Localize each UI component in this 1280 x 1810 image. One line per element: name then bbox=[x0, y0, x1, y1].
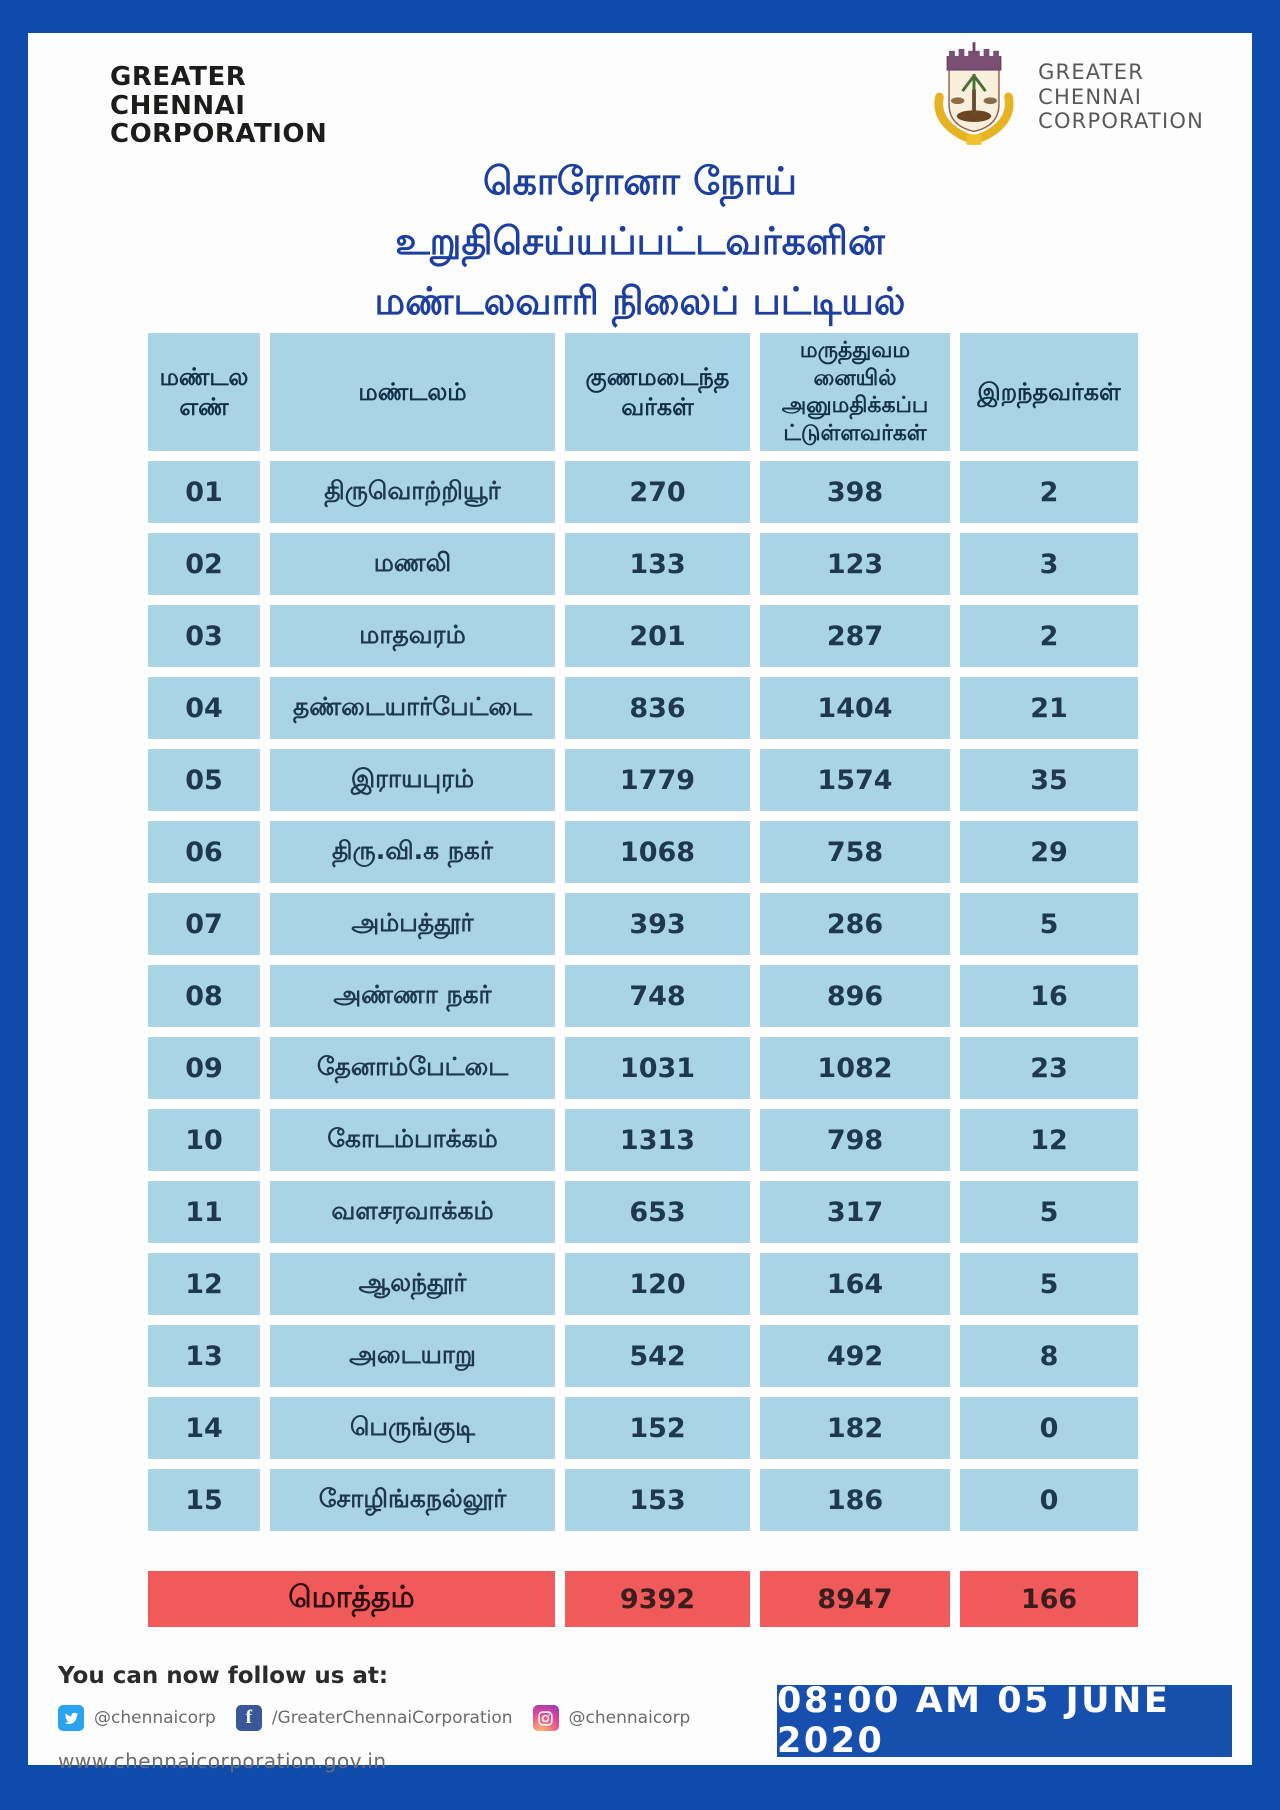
poster-card bbox=[28, 33, 1252, 1773]
recovered-cell: 1779 bbox=[565, 749, 750, 811]
instagram-handle: @chennaicorp bbox=[568, 1708, 691, 1728]
recovered-cell: 120 bbox=[565, 1253, 750, 1315]
admitted-cell: 286 bbox=[760, 893, 950, 955]
admitted-cell: 186 bbox=[760, 1469, 950, 1531]
zone-number-cell: 04 bbox=[148, 677, 260, 739]
total-label: மொத்தம் bbox=[148, 1571, 555, 1627]
wordmark-line: CHENNAI bbox=[1038, 84, 1143, 109]
admitted-cell: 1404 bbox=[760, 677, 950, 739]
deaths-cell: 12 bbox=[960, 1109, 1138, 1171]
gcc-brand-right bbox=[926, 41, 1204, 153]
header-admitted: மருத்துவம னையில் அனுமதிக்கப்ப ட்டுள்ளவர்கள் bbox=[760, 333, 950, 451]
zone-table bbox=[148, 333, 1138, 1531]
page-title bbox=[28, 151, 1252, 331]
recovered-cell: 270 bbox=[565, 461, 750, 523]
recovered-cell: 152 bbox=[565, 1397, 750, 1459]
gcc-wordmark-right bbox=[1038, 60, 1204, 134]
zone-name-cell: தேனாம்பேட்டை bbox=[270, 1037, 555, 1099]
zone-name-cell: தண்டையார்பேட்டை bbox=[270, 677, 555, 739]
facebook-handle: /GreaterChennaiCorporation bbox=[271, 1708, 513, 1728]
recovered-cell: 1031 bbox=[565, 1037, 750, 1099]
zone-name-cell: அம்பத்தூர் bbox=[270, 893, 555, 955]
facebook-icon: f bbox=[236, 1705, 262, 1731]
zone-number-cell: 06 bbox=[148, 821, 260, 883]
wordmark-line: CORPORATION bbox=[110, 119, 328, 150]
recovered-cell: 653 bbox=[565, 1181, 750, 1243]
zone-number-cell: 11 bbox=[148, 1181, 260, 1243]
zone-name-cell: கோடம்பாக்கம் bbox=[270, 1109, 555, 1171]
zone-number-cell: 10 bbox=[148, 1109, 260, 1171]
total-admitted: 8947 bbox=[760, 1571, 950, 1627]
recovered-cell: 748 bbox=[565, 965, 750, 1027]
deaths-cell: 2 bbox=[960, 461, 1138, 523]
wordmark-line: CORPORATION bbox=[1038, 109, 1204, 134]
zone-number-cell: 08 bbox=[148, 965, 260, 1027]
admitted-cell: 164 bbox=[760, 1253, 950, 1315]
header-recovered: குணமடைந்த வர்கள் bbox=[565, 333, 750, 451]
zone-number-cell: 15 bbox=[148, 1469, 260, 1531]
zone-name-cell: திரு.வி.க நகர் bbox=[270, 821, 555, 883]
admitted-cell: 758 bbox=[760, 821, 950, 883]
recovered-cell: 836 bbox=[565, 677, 750, 739]
recovered-cell: 201 bbox=[565, 605, 750, 667]
zone-name-cell: இராயபுரம் bbox=[270, 749, 555, 811]
report-timestamp-box bbox=[777, 1681, 1232, 1761]
deaths-cell: 23 bbox=[960, 1037, 1138, 1099]
title-line-1: கொரோனா நோய் bbox=[483, 159, 797, 203]
admitted-cell: 317 bbox=[760, 1181, 950, 1243]
zone-name-cell: மணலி bbox=[270, 533, 555, 595]
deaths-cell: 5 bbox=[960, 893, 1138, 955]
deaths-cell: 8 bbox=[960, 1325, 1138, 1387]
header-zone-number: மண்டல எண் bbox=[148, 333, 260, 451]
zone-number-cell: 13 bbox=[148, 1325, 260, 1387]
wordmark-line: GREATER bbox=[110, 62, 247, 92]
zone-name-cell: சோழிங்கநல்லூர் bbox=[270, 1469, 555, 1531]
total-recovered: 9392 bbox=[565, 1571, 750, 1627]
title-line-3: மண்டலவாரி நிலைப் பட்டியல் bbox=[374, 279, 906, 323]
gcc-wordmark-left bbox=[110, 63, 327, 149]
admitted-cell: 1574 bbox=[760, 749, 950, 811]
deaths-cell: 0 bbox=[960, 1397, 1138, 1459]
admitted-cell: 896 bbox=[760, 965, 950, 1027]
admitted-cell: 182 bbox=[760, 1397, 950, 1459]
header-deaths: இறந்தவர்கள் bbox=[960, 333, 1138, 451]
zone-number-cell: 01 bbox=[148, 461, 260, 523]
zone-number-cell: 03 bbox=[148, 605, 260, 667]
website-url: www.chennaicorporation.gov.in bbox=[58, 1749, 387, 1773]
total-row bbox=[148, 1571, 1138, 1627]
deaths-cell: 29 bbox=[960, 821, 1138, 883]
deaths-cell: 16 bbox=[960, 965, 1138, 1027]
deaths-cell: 35 bbox=[960, 749, 1138, 811]
zone-name-cell: ஆலந்தூர் bbox=[270, 1253, 555, 1315]
recovered-cell: 1313 bbox=[565, 1109, 750, 1171]
zone-name-cell: அடையாறு bbox=[270, 1325, 555, 1387]
recovered-cell: 1068 bbox=[565, 821, 750, 883]
zone-number-cell: 05 bbox=[148, 749, 260, 811]
admitted-cell: 287 bbox=[760, 605, 950, 667]
deaths-cell: 0 bbox=[960, 1469, 1138, 1531]
wordmark-line: GREATER bbox=[1038, 59, 1145, 84]
zone-number-cell: 02 bbox=[148, 533, 260, 595]
admitted-cell: 398 bbox=[760, 461, 950, 523]
zone-name-cell: வளசரவாக்கம் bbox=[270, 1181, 555, 1243]
deaths-cell: 3 bbox=[960, 533, 1138, 595]
title-line-2: உறுதிசெய்யப்பட்டவர்களின் bbox=[395, 219, 885, 263]
instagram-icon bbox=[533, 1705, 559, 1731]
admitted-cell: 492 bbox=[760, 1325, 950, 1387]
zone-name-cell: மாதவரம் bbox=[270, 605, 555, 667]
deaths-cell: 21 bbox=[960, 677, 1138, 739]
admitted-cell: 798 bbox=[760, 1109, 950, 1171]
zone-number-cell: 14 bbox=[148, 1397, 260, 1459]
recovered-cell: 542 bbox=[565, 1325, 750, 1387]
recovered-cell: 153 bbox=[565, 1469, 750, 1531]
twitter-icon bbox=[58, 1705, 84, 1731]
wordmark-line: CHENNAI bbox=[110, 90, 246, 121]
gcc-seal-icon bbox=[926, 41, 1022, 153]
admitted-cell: 123 bbox=[760, 533, 950, 595]
admitted-cell: 1082 bbox=[760, 1037, 950, 1099]
follow-us-text: You can now follow us at: bbox=[58, 1663, 389, 1689]
deaths-cell: 2 bbox=[960, 605, 1138, 667]
deaths-cell: 5 bbox=[960, 1253, 1138, 1315]
zone-number-cell: 07 bbox=[148, 893, 260, 955]
total-deaths: 166 bbox=[960, 1571, 1138, 1627]
report-timestamp: 08:00 AM 05 JUNE 2020 bbox=[777, 1681, 1171, 1761]
recovered-cell: 393 bbox=[565, 893, 750, 955]
recovered-cell: 133 bbox=[565, 533, 750, 595]
zone-number-cell: 12 bbox=[148, 1253, 260, 1315]
zone-name-cell: பெருங்குடி bbox=[270, 1397, 555, 1459]
header-zone-name: மண்டலம் bbox=[270, 333, 555, 451]
twitter-handle: @chennaicorp bbox=[94, 1708, 216, 1728]
zone-number-cell: 09 bbox=[148, 1037, 260, 1099]
zone-name-cell: திருவொற்றியூர் bbox=[270, 461, 555, 523]
deaths-cell: 5 bbox=[960, 1181, 1138, 1243]
zone-name-cell: அண்ணா நகர் bbox=[270, 965, 555, 1027]
social-row bbox=[58, 1705, 700, 1731]
